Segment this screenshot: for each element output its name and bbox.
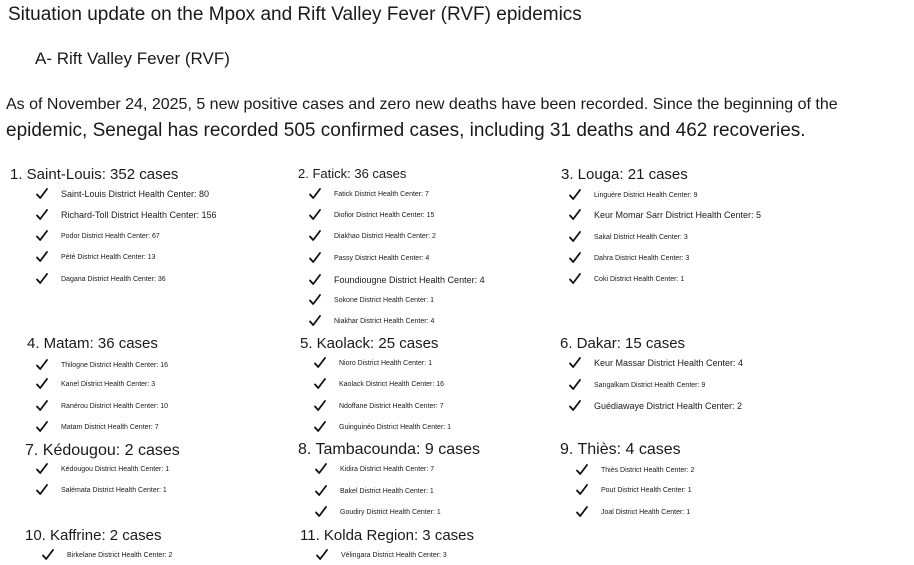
health-center-label: Sokone District Health Center: 1 bbox=[334, 296, 434, 304]
health-center-item bbox=[309, 274, 485, 286]
checkmark-icon bbox=[315, 463, 327, 475]
checkmark-icon bbox=[315, 506, 327, 518]
health-center-label: Sangalkam District Health Center: 9 bbox=[594, 381, 706, 389]
health-center-item bbox=[309, 209, 434, 221]
health-center-item bbox=[42, 549, 172, 561]
health-center-item bbox=[569, 357, 743, 369]
health-center-item bbox=[36, 188, 209, 200]
health-center-item bbox=[569, 273, 684, 285]
health-center-label: Saint-Louis District Health Center: 80 bbox=[61, 189, 210, 199]
health-center-label: Bakel District Health Center: 1 bbox=[340, 487, 434, 495]
health-center-label: Thiès District Health Center: 2 bbox=[601, 466, 695, 474]
health-center-label: Passy District Health Center: 4 bbox=[334, 254, 430, 262]
checkmark-icon bbox=[316, 549, 328, 561]
health-center-label: Dagana District Health Center: 36 bbox=[61, 275, 166, 283]
health-center-item bbox=[315, 506, 441, 518]
health-center-item bbox=[309, 252, 429, 264]
checkmark-icon bbox=[36, 209, 48, 221]
health-center-label: Salémata District Health Center: 1 bbox=[61, 486, 167, 494]
checkmark-icon bbox=[569, 231, 581, 243]
checkmark-icon bbox=[569, 189, 581, 201]
health-center-item bbox=[36, 378, 155, 390]
health-center-label: Kidira District Health Center: 7 bbox=[340, 465, 435, 473]
checkmark-icon bbox=[309, 252, 321, 264]
checkmark-icon bbox=[36, 463, 48, 475]
health-center-item bbox=[309, 294, 434, 306]
region-title: 8. Tambacounda: 9 cases bbox=[298, 441, 481, 458]
health-center-label: Kédougou District Health Center: 1 bbox=[61, 465, 170, 473]
health-center-item bbox=[569, 379, 705, 391]
region-title: 4. Matam: 36 cases bbox=[27, 335, 158, 352]
health-center-item bbox=[314, 421, 451, 433]
region-title: 1. Saint-Louis: 352 cases bbox=[10, 166, 179, 183]
health-center-label: Kanel District Health Center: 3 bbox=[61, 380, 156, 388]
health-center-label: Dahra District Health Center: 3 bbox=[594, 254, 690, 262]
region-title: 11. Kolda Region: 3 cases bbox=[300, 527, 475, 544]
region-title: 7. Kédougou: 2 cases bbox=[25, 442, 180, 459]
health-center-item bbox=[315, 485, 434, 497]
health-center-label: Keur Momar Sarr District Health Center: 5 bbox=[594, 210, 762, 220]
region-title: 6. Dakar: 15 cases bbox=[560, 335, 686, 352]
checkmark-icon bbox=[36, 484, 48, 496]
health-center-item bbox=[569, 189, 698, 201]
checkmark-icon bbox=[569, 379, 581, 391]
health-center-label: Guédiawaye District Health Center: 2 bbox=[594, 401, 743, 411]
health-center-label: Podor District Health Center: 67 bbox=[61, 232, 160, 240]
health-center-label: Diakhao District Health Center: 2 bbox=[334, 232, 436, 240]
health-center-item bbox=[36, 463, 169, 475]
checkmark-icon bbox=[36, 251, 48, 263]
checkmark-icon bbox=[314, 421, 326, 433]
health-center-item bbox=[36, 359, 168, 371]
section-heading: A- Rift Valley Fever (RVF) bbox=[35, 49, 230, 68]
health-center-label: Pété District Health Center: 13 bbox=[61, 253, 156, 261]
region-title: 5. Kaolack: 25 cases bbox=[300, 335, 439, 352]
checkmark-icon bbox=[315, 485, 327, 497]
checkmark-icon bbox=[309, 315, 321, 327]
health-center-label: Pout District Health Center: 1 bbox=[601, 486, 692, 494]
checkmark-icon bbox=[314, 400, 326, 412]
health-center-item bbox=[576, 464, 694, 476]
checkmark-icon bbox=[309, 294, 321, 306]
checkmark-icon bbox=[569, 273, 581, 285]
page-title: Situation update on the Mpox and Rift Valley Fever (RVF) epidemics bbox=[8, 4, 582, 25]
health-center-item bbox=[36, 484, 167, 496]
health-center-item bbox=[569, 252, 689, 264]
health-center-item bbox=[316, 549, 447, 561]
checkmark-icon bbox=[36, 230, 48, 242]
health-center-label: Vélingara District Health Center: 3 bbox=[341, 551, 447, 559]
health-center-label: Matam District Health Center: 7 bbox=[61, 423, 159, 431]
region-title: 9. Thiès: 4 cases bbox=[560, 441, 681, 458]
health-center-label: Diofior District Health Center: 15 bbox=[334, 211, 435, 219]
region-title: 10. Kaffrine: 2 cases bbox=[25, 527, 162, 544]
checkmark-icon bbox=[36, 421, 48, 433]
health-center-label: Keur Massar District Health Center: 4 bbox=[594, 358, 744, 368]
health-center-item bbox=[576, 484, 692, 496]
checkmark-icon bbox=[576, 506, 588, 518]
health-center-label: Sakal District Health Center: 3 bbox=[594, 233, 688, 241]
region-title: 3. Louga: 21 cases bbox=[561, 166, 688, 183]
checkmark-icon bbox=[569, 209, 581, 221]
checkmark-icon bbox=[36, 400, 48, 412]
health-center-label: Niakhar District Health Center: 4 bbox=[334, 317, 435, 325]
health-center-label: Richard-Toll District Health Center: 156 bbox=[61, 210, 217, 220]
health-center-label: Guinguinéo District Health Center: 1 bbox=[339, 423, 452, 431]
health-center-label: Nioro District Health Center: 1 bbox=[339, 359, 432, 367]
health-center-item bbox=[36, 209, 217, 221]
checkmark-icon bbox=[42, 549, 54, 561]
health-center-item bbox=[569, 209, 761, 221]
health-center-label: Joal District Health Center: 1 bbox=[601, 508, 691, 516]
checkmark-icon bbox=[576, 464, 588, 476]
region-title: 2. Fatick: 36 cases bbox=[298, 166, 407, 181]
health-center-label: Birkelane District Health Center: 2 bbox=[67, 551, 173, 559]
intro-paragraph-line-2: epidemic, Senegal has recorded 505 confirmed cases, including 31 deaths and 462 recoveries. bbox=[6, 120, 806, 141]
health-center-label: Thilogne District Health Center: 16 bbox=[61, 361, 168, 369]
health-center-label: Foundiougne District Health Center: 4 bbox=[334, 275, 485, 285]
intro-paragraph-line-1: As of November 24, 2025, 5 new positive cases and zero new deaths have been recorded. Since the beginning of the bbox=[6, 96, 838, 113]
checkmark-icon bbox=[569, 357, 581, 369]
health-center-item bbox=[36, 421, 159, 433]
health-center-label: Kaolack District Health Center: 16 bbox=[339, 380, 445, 388]
health-center-label: Ranérou District Health Center: 10 bbox=[61, 402, 168, 410]
health-center-label: Ndoffane District Health Center: 7 bbox=[339, 402, 444, 410]
checkmark-icon bbox=[576, 484, 588, 496]
health-center-item bbox=[314, 378, 444, 390]
health-center-item bbox=[569, 400, 742, 412]
health-center-label: Coki District Health Center: 1 bbox=[594, 275, 685, 283]
checkmark-icon bbox=[309, 274, 321, 286]
checkmark-icon bbox=[569, 400, 581, 412]
checkmark-icon bbox=[309, 230, 321, 242]
health-center-item bbox=[36, 251, 156, 263]
health-center-label: Linguère District Health Center: 9 bbox=[594, 191, 698, 199]
checkmark-icon bbox=[36, 273, 48, 285]
health-center-item bbox=[314, 357, 432, 369]
checkmark-icon bbox=[569, 252, 581, 264]
health-center-item bbox=[309, 188, 429, 200]
health-center-item bbox=[36, 400, 168, 412]
health-center-item bbox=[314, 400, 444, 412]
checkmark-icon bbox=[36, 359, 48, 371]
checkmark-icon bbox=[314, 378, 326, 390]
health-center-item bbox=[315, 463, 434, 475]
health-center-item bbox=[36, 230, 160, 242]
health-center-label: Goudiry District Health Center: 1 bbox=[340, 508, 441, 516]
checkmark-icon bbox=[36, 378, 48, 390]
checkmark-icon bbox=[36, 188, 48, 200]
checkmark-icon bbox=[309, 209, 321, 221]
health-center-item bbox=[309, 230, 436, 242]
health-center-item bbox=[36, 273, 166, 285]
checkmark-icon bbox=[314, 357, 326, 369]
health-center-item bbox=[569, 231, 688, 243]
health-center-item bbox=[576, 506, 690, 518]
checkmark-icon bbox=[309, 188, 321, 200]
health-center-label: Fatick District Health Center: 7 bbox=[334, 190, 429, 198]
health-center-item bbox=[309, 315, 434, 327]
